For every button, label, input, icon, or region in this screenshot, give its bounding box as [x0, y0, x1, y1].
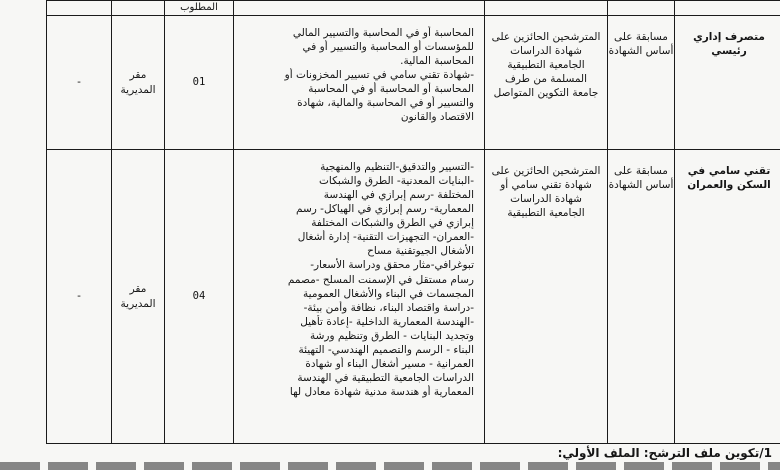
table-row [47, 16, 780, 150]
header-cell-note [47, 1, 112, 16]
mode-cell: مسابقة على أساس الشهادة [608, 16, 675, 150]
table-header-row [47, 1, 780, 16]
header-cell-spec [234, 1, 485, 16]
spec-line: -الهندسة المعمارية الداخلية -إعادة تأهيل [300, 315, 474, 328]
spec-line: -دراسة واقتصاد البناء، نظافة وأمن بيئة- [303, 301, 474, 314]
section-heading: 1/تكوين ملف الترشح: الملف الأولي: [557, 446, 772, 460]
spec-line: الدراسات الجامعية التطبيقية في الهندسة [297, 371, 474, 384]
position-cell: تقني سامي في السكن والعمران [675, 150, 780, 444]
spec-line: المعمارية أو هندسة مدنية شهادة معادل لها [289, 386, 474, 398]
positions-count: 01 [165, 16, 234, 150]
spec-line: -العمران- التجهيزات التقنية- إدارة أشغال [297, 231, 474, 244]
spec-line: المحاسبة أو في المحاسبة والتسيير المالي [292, 27, 474, 39]
spec-line: -التسيير والتدقيق-التنظيم والمنهجية [320, 161, 474, 173]
header-cell-mode [608, 1, 675, 16]
spec-line: -البنايات المعدنية- الطرق والشبكات [318, 175, 474, 188]
spec-line: المجسمات في البناء والأشغال العمومية [303, 287, 474, 300]
mode-cell: مسابقة على أساس الشهادة [608, 150, 675, 444]
spec-line: والتسيير أو في المحاسبة والمالية، شهادة [297, 97, 474, 110]
position-cell: متصرف إداري رئيسي [675, 16, 780, 150]
note-cell: - [47, 16, 112, 150]
spec-line: رسام مستقل في الإسمنت المسلح -مصمم [287, 273, 474, 286]
cropped-text-line [0, 462, 780, 470]
location-cell: مقر المديرية [112, 16, 165, 150]
spec-line: العمرانية - مسير أشغال البناء أو شهادة [305, 357, 474, 370]
spec-line: الأشغال الجيوتقنية مساح [367, 245, 474, 258]
header-cell-location [112, 1, 165, 16]
spec-line: -شهادة تقني سامي في تسيير المخزونات أو [284, 69, 474, 82]
note-cell: - [47, 150, 112, 444]
spec-line: الاقتصاد والقانون [400, 111, 474, 124]
candidates-cell: المترشحين الحائزين على شهادة تقني سامي أو شهادة الدراسات الجامعية التطبيقية [485, 150, 608, 444]
spec-line: وتجديد البنايات - الطرق وتنظيم ورشة [309, 329, 474, 342]
header-cell-position [675, 1, 780, 16]
candidates-cell: المترشحين الحائزين على شهادة الدراسات الجامعية التطبيقية المسلمة من طرف جامعة التكوين المتواصل [485, 16, 608, 150]
positions-count: 04 [165, 150, 234, 444]
spec-line: للمؤسسات أو المحاسبة والتسيير أو في [302, 41, 474, 54]
spec-line: تبوغرافي-مثار محقق ودراسة الأسعار- [310, 259, 474, 272]
header-fragment: المطلوب [180, 2, 218, 13]
location-cell: مقر المديرية [112, 150, 165, 444]
spec-line: المحاسبة أو المحاسبة أو في المحاسبة [308, 83, 474, 96]
specialties-cell [234, 16, 485, 150]
spec-line: البناء - الرسم والتصميم الهندسي- التهيئة [298, 343, 474, 356]
spec-line: المحاسبة المالية. [400, 55, 474, 68]
header-cell-count [165, 1, 234, 16]
spec-line: إبرازي في الطرق والشبكات المختلفة [311, 217, 474, 230]
header-cell-who [485, 1, 608, 16]
specialties-cell [234, 150, 485, 444]
recruitment-table [46, 0, 780, 444]
table-row [47, 150, 780, 444]
spec-line: المختلفة -رسم إبرازي في الهندسة [323, 189, 474, 202]
spec-line: المعمارية- رسم إبرازي في الهياكل- رسم [295, 203, 474, 216]
